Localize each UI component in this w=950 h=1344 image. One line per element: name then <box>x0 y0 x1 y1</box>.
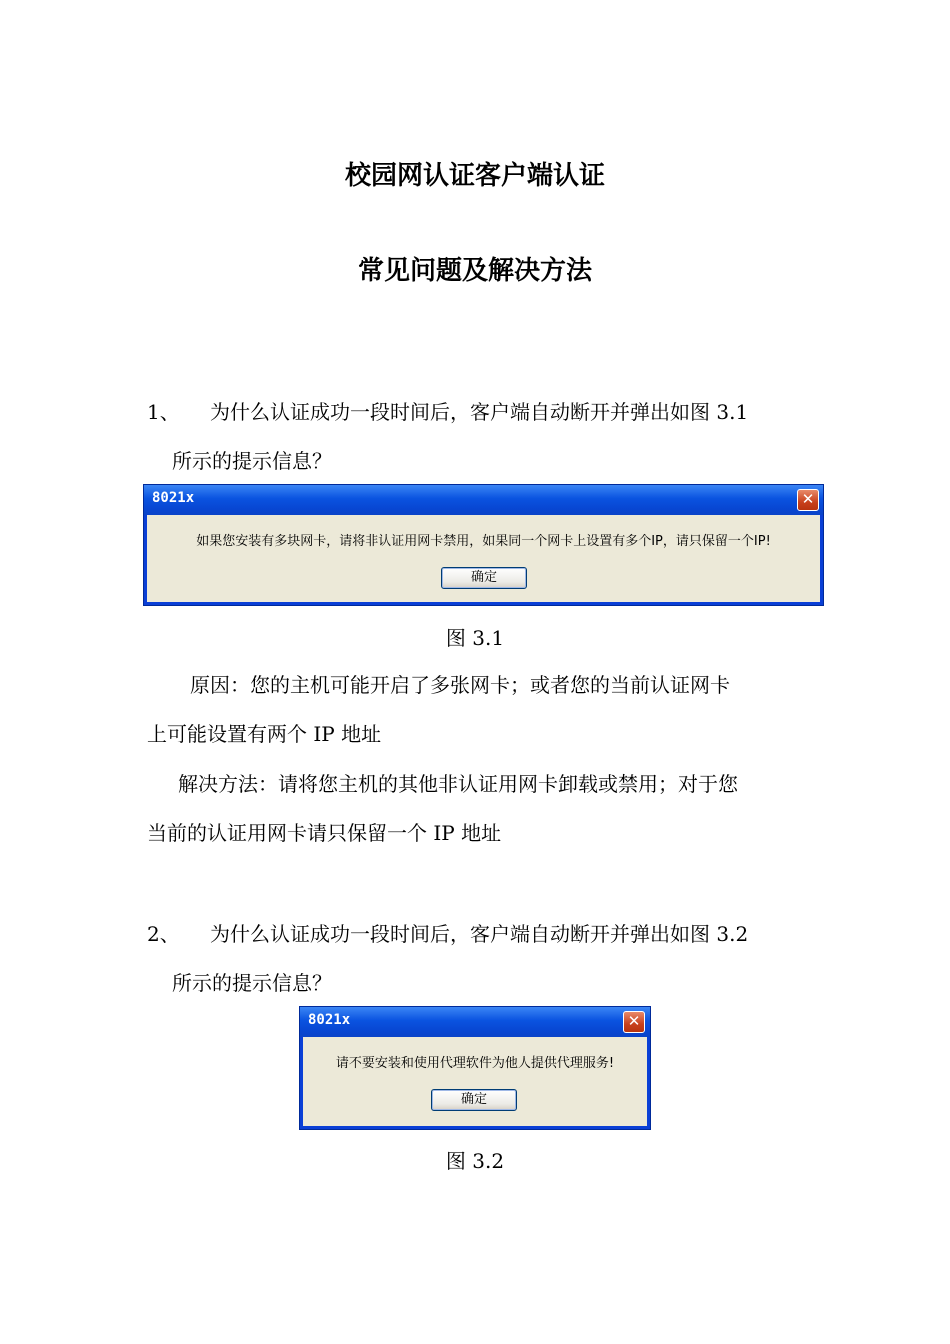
ok-button[interactable]: 确定 <box>441 567 527 589</box>
dialog-body <box>303 1037 647 1126</box>
document-title-line1: 校园网认证客户端认证 <box>344 161 605 191</box>
dialog-3-1 <box>143 484 824 606</box>
question-2-text-line2: 所示的提示信息？ <box>172 971 332 995</box>
question-2-number: 2、 <box>147 922 180 946</box>
question-1-text-line2: 所示的提示信息？ <box>172 449 332 473</box>
solution-line2: 当前的认证用网卡请只保留一个 IP 地址 <box>147 821 502 845</box>
figure-caption-3-1: 图 3.1 <box>445 626 505 650</box>
document-title-line2: 常见问题及解决方法 <box>357 256 592 286</box>
dialog-message: 请不要安装和使用代理软件为他人提供代理服务! <box>335 1056 615 1071</box>
dialog-body <box>147 515 820 602</box>
dialog-message: 如果您安装有多块网卡，请将非认证用网卡禁用，如果同一个网卡上设置有多个IP，请只保留一个IP! <box>196 534 771 549</box>
dialog-titlebar <box>144 485 823 515</box>
close-icon[interactable]: ✕ <box>623 1011 645 1033</box>
dialog-title: 8021x <box>308 1012 351 1028</box>
question-2-text-line1: 为什么认证成功一段时间后，客户端自动断开并弹出如图 3.2 <box>210 922 749 946</box>
question-1-text-line1: 为什么认证成功一段时间后，客户端自动断开并弹出如图 3.1 <box>210 400 749 424</box>
figure-caption-3-2: 图 3.2 <box>445 1149 505 1173</box>
ok-button[interactable]: 确定 <box>431 1089 517 1111</box>
solution-line1: 解决方法：请将您主机的其他非认证用网卡卸载或禁用；对于您 <box>178 772 738 796</box>
close-icon[interactable]: ✕ <box>797 489 819 511</box>
dialog-titlebar <box>300 1007 650 1037</box>
reason-line2: 上可能设置有两个 IP 地址 <box>147 722 382 746</box>
question-1-number: 1、 <box>147 400 180 424</box>
dialog-3-2 <box>299 1006 651 1130</box>
reason-line1: 原因：您的主机可能开启了多张网卡；或者您的当前认证网卡 <box>190 673 730 697</box>
dialog-title: 8021x <box>152 490 195 506</box>
